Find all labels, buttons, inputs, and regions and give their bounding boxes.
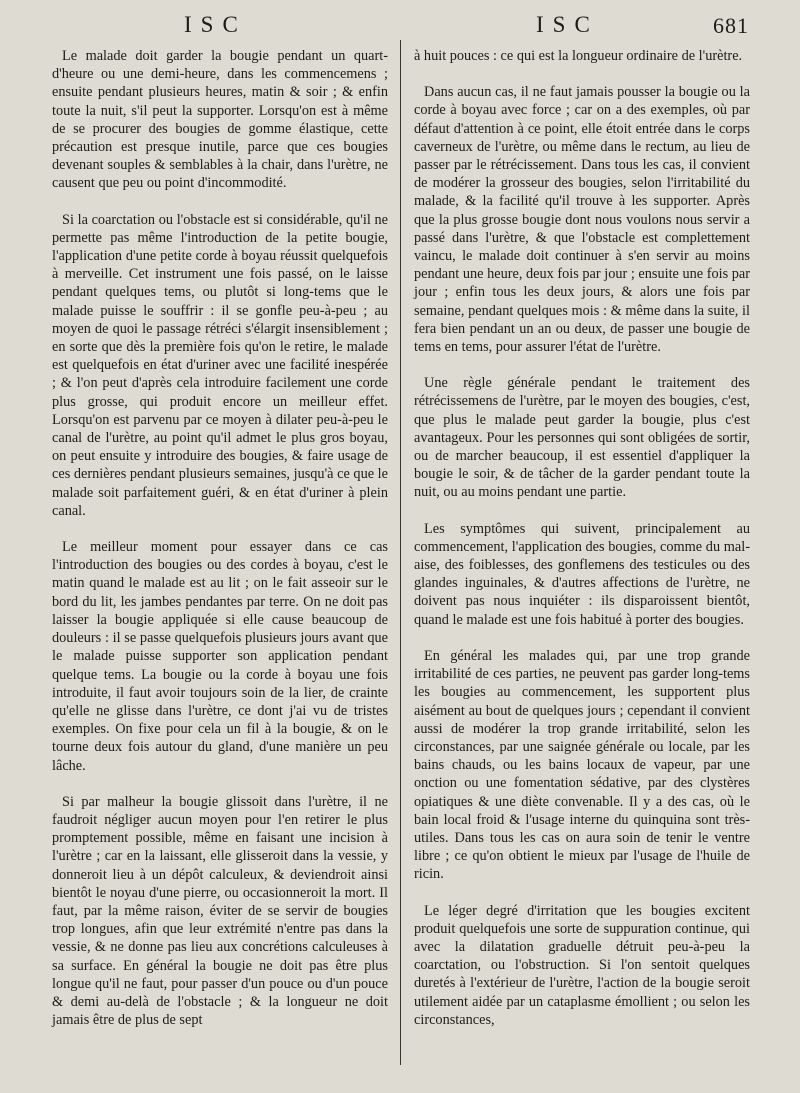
- running-head-left: ISC: [184, 12, 247, 37]
- column-divider: [400, 40, 401, 1065]
- left-column: [52, 47, 388, 1047]
- paragraph: Si la coarctation ou l'obstacle est si considérable, qu'il ne permette pas même l'introduction de la petite bougie, l'application d'une petite corde à boyau réussit quelquefois à merveille. Cet instrument une fois passé, on le laisse pendant quelques tems, ou plutôt si long-tems que le malade puisse le souffrir : il se gonfle peu-à-peu ; au moyen de quoi le passage rétréci s'élargit insensiblement ; en sorte que dès la première fois qu'on le retire, le malade est quelquefois en état d'uriner avec une facilité inespérée ; & l'on peut d'après cela introduire facilement une corde plus grosse, qui produit encore un meilleur effet. Lorsqu'on est parvenu par ce moyen à dilater peu-à-peu le canal de l'urètre, au point qu'il admet le plus gros boyau, on peut ensuite y introduire des bougies, & faire usage de ces dernières pendant plusieurs semaines, jusqu'à ce que le malade soit parfaitement guéri, & en état d'uriner à plein canal.: [52, 211, 388, 519]
- page-number: 681: [713, 13, 749, 38]
- paragraph: Le malade doit garder la bougie pendant un quart-d'heure ou une demi-heure, dans les commencemens ; ensuite pendant plusieurs heures, matin & soir ; & enfin toute la nuit, s'il peut la supporter. Lorsqu'on est à même de se procurer des bougies de gomme élastique, cette précaution est presque inutile, parce que ces bougies devenant souples & semblables à la chair, dans l'urètre, ne causent que peu ou point d'incommodité.: [52, 48, 388, 192]
- paragraph: Le léger degré d'irritation que les bougies excitent produit quelquefois une sorte de suppuration continue, qui avec la dilatation graduelle détruit peu-à-peu la coarctation, ou l'obstruction. Si l'on sentoit quelques duretés à l'extérieur de l'urètre, l'action de la bougie seroit utilement aidée par un cataplasme émollient ; ou selon les circonstances,: [414, 902, 750, 1028]
- paragraph: Dans aucun cas, il ne faut jamais pousser la bougie ou la corde à boyau avec force ; car on a des exemples, où par défaut d'attention à ce point, elle étoit entrée dans le corps caverneux de l'urètre, ou même dans le rectum, au lieu de passer par le rétrécissement. Dans tous les cas, il convient de modérer la grosseur des bougies, selon l'irritabilité du malade, & la facilité qu'il trouve à les supporter. Après que la plus grosse bougie dont nous voulons nous servir a passé dans l'urètre, & que l'obstacle est complettement vaincu, le malade doit continuer à s'en servir au moins pendant une heure, deux fois par jour ; ensuite une fois par jour ; enfin tous les deux jours, & alors une fois par semaine, pendant quelques mois : & même dans la suite, il fera bien pendant un an ou deux, de passer une bougie de tems en tems, pour assurer l'état de l'urètre.: [414, 84, 750, 356]
- paragraph: Une règle générale pendant le traitement des rétrécissemens de l'urètre, par le moyen des bougies, c'est, que plus le malade peut garder la bougie, plus c'est avantageux. Pour les personnes qui sont obligées de sortir, ou de marcher beaucoup, il est essentiel d'appliquer la bougie le soir, & de tâcher de la garder pendant toute la nuit, ou au moins pendant une partie.: [414, 375, 750, 501]
- paragraph: Si par malheur la bougie glissoit dans l'urètre, il ne faudroit négliger aucun moyen pour l'en retirer le plus promptement possible, même en faisant une incision à l'urètre ; car en la laissant, elle glisseroit dans la vessie, y donneroit lieu à un dépôt calculeux, & deviendroit ainsi bientôt le noyau d'une pierre, ou occasionneroit la mort. Il faut, par la même raison, éviter de se servir de bougies trop longues, afin que leur extrémité n'entre pas dans la vessie, & ne donne pas lieu aux concrétions calculeuses à sa surface. En général la bougie ne doit pas être plus longue qu'il ne faut, pour passer d'un pouce ou d'un pouce & demi au-delà de l'obstacle ; & la longueur ne doit jamais être de plus de sept: [52, 793, 388, 1029]
- paragraph: à huit pouces : ce qui est la longueur ordinaire de l'urètre.: [414, 48, 743, 64]
- running-head-right: ISC: [536, 12, 599, 37]
- paragraph: Les symptômes qui suivent, principalement au commencement, l'application des bougies, comme du mal-aise, des foiblesses, des gonflemens des testicules ou des glandes inguinales, & d'autres affections de l'urètre, ne doivent pas nous inquiéter : ils disparoissent bientôt, quand le malade est une fois habitué à porter des bougies.: [414, 520, 750, 628]
- right-column: [414, 47, 750, 1047]
- paragraph: Le meilleur moment pour essayer dans ce cas l'introduction des bougies ou des cordes à boyau, c'est le matin quand le malade est au lit ; on le fait asseoir sur le bord du lit, les jambes pendantes par terre. On ne doit pas laisser la bougie appliquée si elle cause beaucoup de douleurs : il se passe quelquefois plusieurs jours avant que le malade puisse supporter son application pendant quelque tems. La bougie ou la corde à boyau une fois introduite, il faut avoir toujours soin de la lier, de crainte qu'elle ne glisse dans l'urètre, ce dont j'ai vu de tristes exemples. On fixe pour cela un fil à la bougie, & on le tourne deux fois autour du gland, d'une manière un peu lâche.: [52, 539, 388, 774]
- paragraph: En général les malades qui, par une trop grande irritabilité de ces parties, ne peuvent pas garder long-tems les bougies au commencement, les supportent plus aisément au bout de quelques jours ; cependant il convient aussi de modérer la trop grande irritabilité, selon les circonstances, par une saignée générale ou locale, par les bains chauds, ou les bains locaux de vapeur, par une onction ou une fomentation sédative, par des clystères opiatiques & une diète convenable. Il y a des cas, où le bain local froid & l'usage interne du quinquina sont très-utiles. Dans tous les cas on aura soin de tenir le ventre libre ; ce qu'on obtient le mieux par l'usage de l'huile de ricin.: [414, 647, 750, 883]
